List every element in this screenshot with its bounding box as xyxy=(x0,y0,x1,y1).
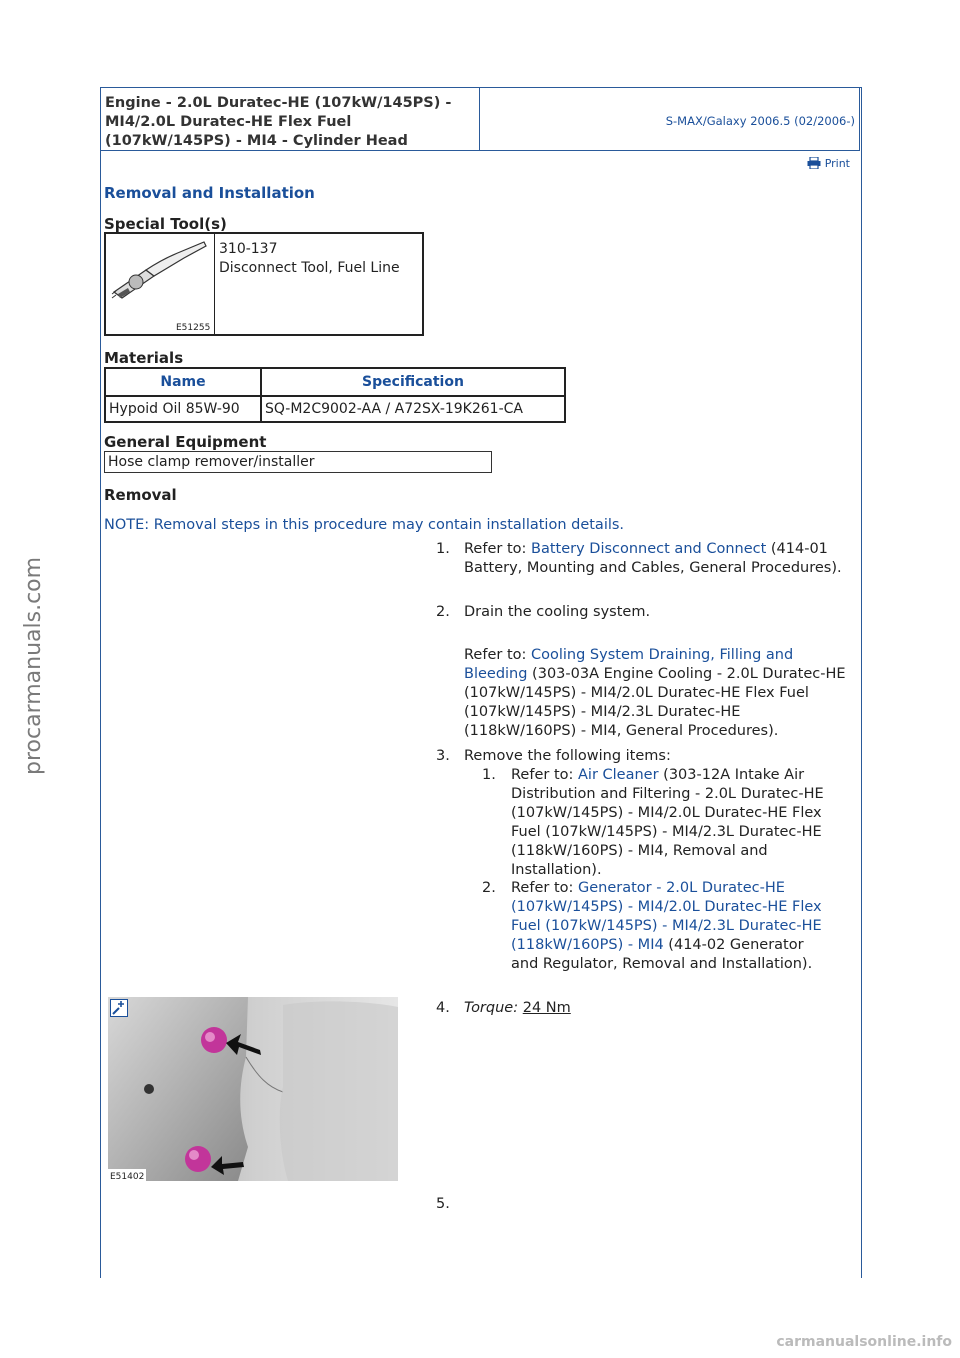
general-equipment-item: Hose clamp remover/installer xyxy=(104,451,492,473)
reference-detail: (303-12A Intake Air Distribution and Filtering - 2.0L Duratec-HE (107kW/145PS) - MI4/2.0L Duratec-HE Flex Fuel (107kW/145PS) - MI4/2.3L Duratec-HE (118kW/160PS) - MI4, Removal and Installation). xyxy=(511,767,824,878)
materials-heading: Materials xyxy=(104,349,184,367)
material-spec: SQ-M2C9002-AA / A72SX-19K261-CA xyxy=(261,396,565,422)
step-number: 1. xyxy=(436,541,450,557)
step-text: Remove the following items: xyxy=(464,748,671,764)
print-button[interactable] xyxy=(807,157,850,170)
step-number: 2. xyxy=(436,604,450,620)
magnify-plus-icon xyxy=(110,999,128,1017)
tool-name: Disconnect Tool, Fuel Line xyxy=(219,260,400,276)
material-name: Hypoid Oil 85W-90 xyxy=(105,396,261,422)
section-title: Removal and Installation xyxy=(104,184,315,202)
step-4 xyxy=(436,999,856,1021)
refer-to-text: Refer to: xyxy=(464,541,531,557)
tool-image-label: E51255 xyxy=(176,323,211,333)
torque-value: 24 Nm xyxy=(522,1000,571,1016)
materials-col-spec: Specification xyxy=(261,368,565,396)
link-air-cleaner[interactable]: Air Cleaner xyxy=(578,767,659,783)
table-row xyxy=(105,396,565,422)
step-number: 3. xyxy=(436,748,450,764)
reference-detail: (414-02 Generator and Regulator, Removal and Installation). xyxy=(511,937,813,972)
substep-number: 1. xyxy=(482,767,496,783)
tool-description xyxy=(219,240,400,278)
disconnect-tool-illustration xyxy=(106,234,214,334)
step-number: 5. xyxy=(436,1196,450,1212)
header-title: Engine - 2.0L Duratec-HE (107kW/145PS) - MI4/2.0L Duratec-HE Flex Fuel (107kW/145PS) - MI4 - Cylinder Head xyxy=(105,95,452,149)
side-watermark xyxy=(10,520,50,780)
step-1 xyxy=(436,540,856,600)
zoom-icon[interactable] xyxy=(110,999,128,1017)
link-cooling-system[interactable]: Cooling System Draining, Filling and Bleeding xyxy=(464,647,794,682)
substep-number: 2. xyxy=(482,880,496,896)
refer-to-text: Refer to: xyxy=(511,767,578,783)
header-model: S-MAX/Galaxy 2006.5 (02/2006-) xyxy=(665,114,855,128)
side-watermark-text: procarmanuals.com xyxy=(21,556,46,775)
special-tools-heading: Special Tool(s) xyxy=(104,215,227,233)
footer-watermark: carmanualsonline.info xyxy=(776,1334,952,1350)
removal-note: NOTE: Removal steps in this procedure may contain installation details. xyxy=(104,517,625,533)
general-equipment-heading: General Equipment xyxy=(104,433,267,451)
substep-text xyxy=(511,766,831,880)
substep-text xyxy=(511,879,831,974)
photo-image-label: E51402 xyxy=(110,1172,145,1181)
reference-detail: (414-01 Battery, Mounting and Cables, General Procedures). xyxy=(464,541,842,576)
tool-code: 310-137 xyxy=(219,241,278,257)
materials-table xyxy=(104,367,566,423)
document-header xyxy=(100,87,860,151)
special-tools-table xyxy=(104,232,424,336)
step-5 xyxy=(436,1195,856,1217)
step-text xyxy=(464,540,854,578)
refer-to-text: Refer to: xyxy=(511,880,578,896)
step-3 xyxy=(436,747,856,992)
step-4-image xyxy=(108,997,398,1181)
tool-image xyxy=(106,234,215,334)
materials-col-name: Name xyxy=(105,368,261,396)
step-2 xyxy=(436,603,856,743)
step-text: Drain the cooling system. xyxy=(464,604,651,620)
link-battery-disconnect[interactable]: Battery Disconnect and Connect xyxy=(531,541,767,557)
torque-label: Torque: xyxy=(464,1000,519,1016)
materials-header-row xyxy=(105,368,565,396)
printer-icon xyxy=(807,157,821,169)
refer-to-text: Refer to: xyxy=(464,647,531,663)
reference-detail: (303-03A Engine Cooling - 2.0L Duratec-HE (107kW/145PS) - MI4/2.0L Duratec-HE Flex Fuel (107kW/145PS) - MI4/2.3L Duratec-HE (118kW/160PS) - MI4, General Procedures). xyxy=(464,666,846,739)
bolt-location-illustration xyxy=(108,997,398,1181)
step-reference xyxy=(464,646,856,741)
torque-spec xyxy=(464,999,571,1018)
link-generator[interactable]: Generator - 2.0L Duratec-HE (107kW/145PS) - MI4/2.0L Duratec-HE Flex Fuel (107kW/145PS) - MI4/2.3L Duratec-HE (118kW/160PS) - MI4 xyxy=(511,880,822,953)
header-divider xyxy=(479,88,480,150)
step-number: 4. xyxy=(436,1000,450,1016)
print-label: Print xyxy=(824,157,850,170)
removal-heading: Removal xyxy=(104,486,177,504)
